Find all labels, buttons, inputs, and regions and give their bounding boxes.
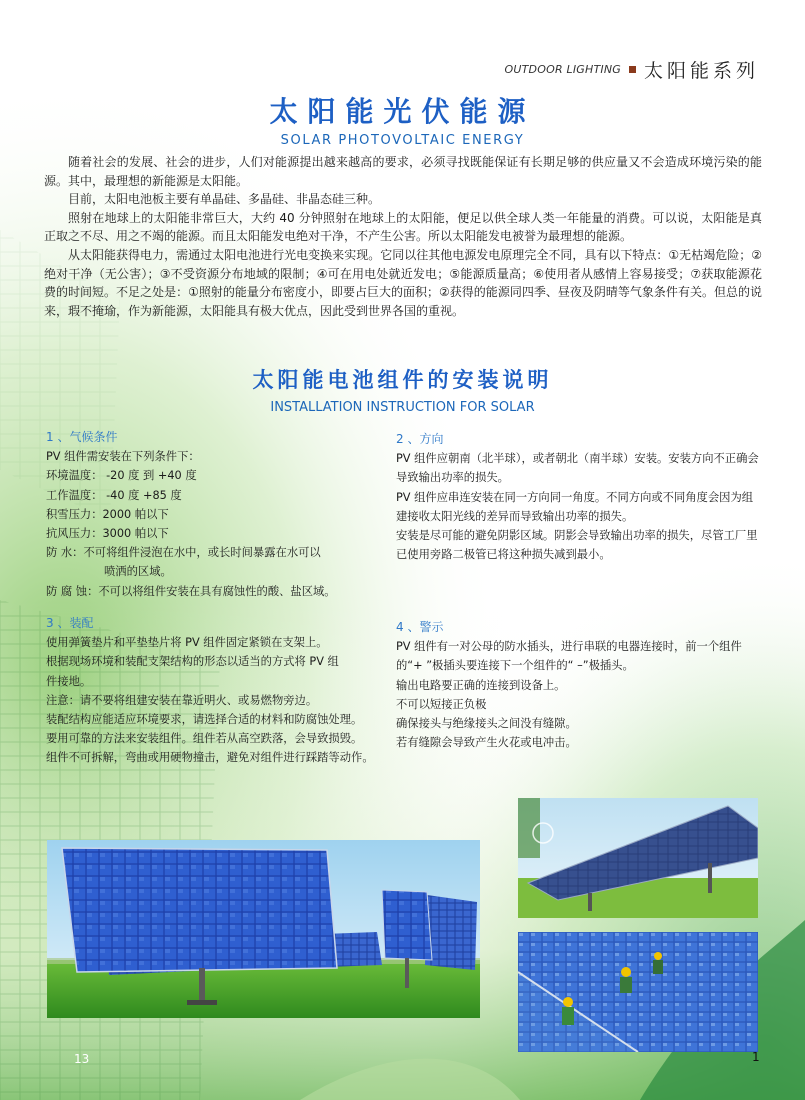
solar-array-photo-top bbox=[518, 798, 758, 918]
section-heading: 2 、方向 bbox=[396, 432, 444, 446]
installation-subtitle: INSTALLATION INSTRUCTION FOR SOLAR bbox=[270, 400, 535, 415]
intro-paragraph: 从太阳能获得电力，需通过太阳电池进行光电变换来实现。它同以往其他电源发电原理完全不同，具有以下特点：①无枯竭危险；②绝对干净（无公害）；③不受资源分布地域的限制；④可在用电处就近发电；⑤能源质量高；⑥使用者从感情上容易接受；⑦获取能源花费的时间短。不足之处是：①照射的能量分布密度小，即要占巨大的面积；②获得的能源同四季、昼夜及阴晴等气象条件有关。但总的说来，瑕不掩瑜，作为新能源，太阳能具有极大优点，因此受到世界各国的重视。 bbox=[44, 247, 762, 318]
section-line: 喷洒的区域。 bbox=[104, 565, 172, 579]
section-line: 防 腐 蚀：不可以将组件安装在具有腐蚀性的酸、盐区域。 bbox=[46, 584, 336, 598]
section-line: 根据现场环境和装配支架结构的形态以适当的方式将 PV 组 bbox=[46, 655, 339, 669]
solar-workers-photo bbox=[518, 932, 758, 1052]
section-line: 注意：请不要将组建安装在靠近明火、或易燃物旁边。 bbox=[46, 693, 318, 707]
page-header bbox=[505, 56, 759, 83]
section-line: PV 组件应朝南（北半球），或者朝北（南半球）安装。安装方向不正确会导致输出功率的损失。 bbox=[396, 452, 759, 485]
section-climate bbox=[46, 428, 366, 601]
intro-paragraph: 随着社会的发展、社会的进步，人们对能源提出越来越高的要求，必须寻找既能保证有长期足够的供应量又不会造成环境污染的能源。其中，最理想的新能源是太阳能。 bbox=[44, 155, 762, 188]
section-line: PV 组件需安装在下列条件下： bbox=[46, 450, 200, 464]
section-line: 抗风压力：3000 帕以下 bbox=[46, 527, 169, 541]
section-line: PV 组件有一对公母的防水插头，进行串联的电器连接时，前一个组件的“+ ”极插头要连接下一个组件的“ –”极插头。 bbox=[396, 640, 742, 673]
section-line: 防 水：不可将组件浸泡在水中，或长时间暴露在水可以 bbox=[46, 546, 321, 560]
section-line: 件接地。 bbox=[46, 674, 92, 688]
intro-text bbox=[44, 153, 762, 320]
section-line: 不可以短接正负极 bbox=[396, 697, 487, 711]
installation-title: 太阳能电池组件的安装说明 bbox=[252, 367, 553, 392]
section-line: 环境温度： -20 度 到 +40 度 bbox=[46, 469, 197, 483]
solar-field-photo bbox=[47, 840, 480, 1018]
main-title: 太阳能光伏能源 bbox=[269, 95, 536, 128]
section-heading: 1 、气候条件 bbox=[46, 430, 118, 444]
section-line: 工作温度： -40 度 +85 度 bbox=[46, 488, 182, 502]
section-assembly bbox=[46, 614, 386, 768]
section-line: 要用可靠的方法来安装组件。组件若从高空跌落，会导致损毁。 bbox=[46, 732, 363, 746]
page-number-left: 13 bbox=[74, 1052, 90, 1066]
section-line: 积雪压力：2000 帕以下 bbox=[46, 507, 169, 521]
section-orientation bbox=[396, 430, 764, 564]
section-line: 装配结构应能适应环境要求，请选择合适的材料和防腐蚀处理。 bbox=[46, 713, 363, 727]
section-line: 输出电路要正确的连接到设备上。 bbox=[396, 678, 566, 692]
header-english: OUTDOOR LIGHTING bbox=[504, 63, 621, 76]
intro-paragraph: 照射在地球上的太阳能非常巨大，大约 40 分钟照射在地球上的太阳能，便足以供全球人类一年能量的消费。可以说，太阳能是真正取之不尽、用之不竭的能源。而且太阳能发电绝对干净，不产生公害。所以太阳能发电被誉为最理想的能源。 bbox=[44, 210, 762, 244]
section-line: 安装是尽可能的避免阴影区域。阴影会导致输出功率的损失，尽管工厂里已使用旁路二极管已将这种损失减到最小。 bbox=[396, 529, 758, 562]
section-line: PV 组件应串连安装在同一方向同一角度。不同方向或不同角度会因为组建接收太阳光线的差异而导致输出功率的损失。 bbox=[396, 490, 754, 523]
intro-paragraph: 目前，太阳电池板主要有单晶硅、多晶硅、非晶态硅三种。 bbox=[68, 192, 381, 207]
section-line: 确保接头与绝缘接头之间没有缝隙。 bbox=[396, 717, 577, 731]
section-line: 使用弹簧垫片和平垫垫片将 PV 组件固定紧锁在支架上。 bbox=[46, 636, 328, 650]
section-heading: 3 、装配 bbox=[46, 616, 94, 630]
section-line: 若有缝隙会导致产生火花或电冲击。 bbox=[396, 736, 577, 750]
main-subtitle: SOLAR PHOTOVOLTAIC ENERGY bbox=[280, 133, 525, 148]
section-line: 组件不可拆解，弯曲或用硬物撞击，避免对组件进行踩踏等动作。 bbox=[46, 751, 374, 765]
header-chinese: 太阳能系列 bbox=[643, 60, 759, 82]
header-square-icon bbox=[629, 66, 636, 73]
page-number-right: 1 bbox=[752, 1050, 760, 1064]
section-warning bbox=[396, 618, 764, 752]
section-heading: 4 、警示 bbox=[396, 620, 444, 634]
